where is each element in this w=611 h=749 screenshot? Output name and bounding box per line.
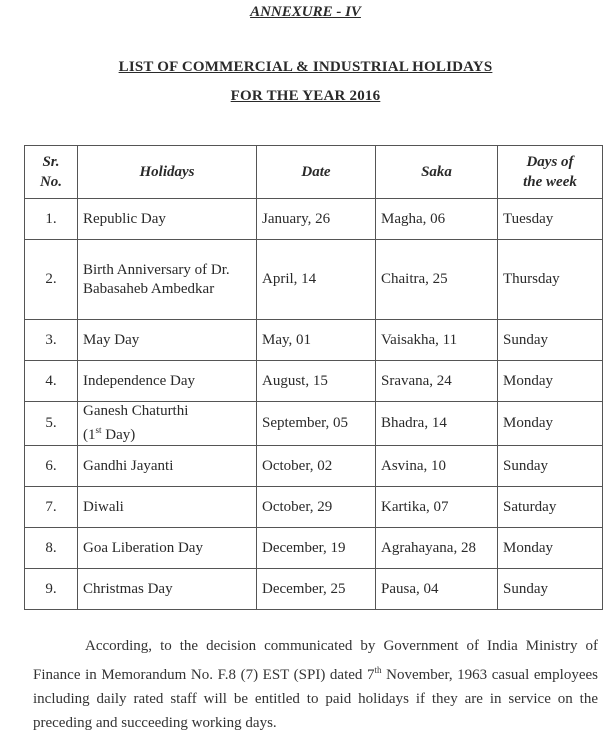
cell-holiday: Gandhi Jayanti — [78, 446, 257, 487]
col-header-holidays: Holidays — [78, 146, 257, 199]
cell-saka: Sravana, 24 — [376, 361, 498, 402]
cell-holiday: Christmas Day — [78, 569, 257, 610]
holidays-table — [24, 145, 603, 610]
cell-sr: 8. — [25, 528, 78, 569]
cell-saka: Chaitra, 25 — [376, 240, 498, 320]
cell-saka: Bhadra, 14 — [376, 402, 498, 446]
cell-sr: 9. — [25, 569, 78, 610]
cell-date: September, 05 — [257, 402, 376, 446]
table-row — [25, 240, 603, 320]
cell-day: Sunday — [498, 446, 603, 487]
cell-date: August, 15 — [257, 361, 376, 402]
table-row — [25, 361, 603, 402]
col-header-sr-line2: No. — [39, 174, 63, 190]
cell-saka: Pausa, 04 — [376, 569, 498, 610]
cell-holiday: May Day — [78, 320, 257, 361]
cell-day: Monday — [498, 402, 603, 446]
cell-day: Sunday — [498, 320, 603, 361]
note-part2: November, 1963 casual employees including daily rated staff will be entitled to paid holidays if they are in service on the preceding and succeeding working days. — [33, 667, 598, 731]
cell-date: December, 19 — [257, 528, 376, 569]
page-subtitle: FOR THE YEAR 2016 — [230, 88, 381, 104]
cell-holiday-sub-sup: st — [95, 425, 102, 435]
cell-day: Saturday — [498, 487, 603, 528]
cell-saka: Asvina, 10 — [376, 446, 498, 487]
cell-saka: Kartika, 07 — [376, 487, 498, 528]
col-header-date: Date — [257, 146, 376, 199]
cell-day: Monday — [498, 361, 603, 402]
cell-saka: Agrahayana, 28 — [376, 528, 498, 569]
table-header-row — [25, 146, 603, 199]
table-row — [25, 402, 603, 446]
cell-sr: 6. — [25, 446, 78, 487]
cell-holiday: Independence Day — [78, 361, 257, 402]
cell-holiday-sub-post: Day) — [101, 427, 136, 443]
table-row — [25, 528, 603, 569]
cell-date: May, 01 — [257, 320, 376, 361]
cell-sr: 2. — [25, 240, 78, 320]
note-paragraph — [33, 634, 598, 735]
col-header-sr-line1: Sr. — [42, 154, 60, 170]
cell-sr: 3. — [25, 320, 78, 361]
note-text — [33, 634, 598, 735]
col-header-days-line1: Days of — [526, 154, 574, 170]
cell-day: Sunday — [498, 569, 603, 610]
table-row — [25, 446, 603, 487]
cell-holiday: Diwali — [78, 487, 257, 528]
col-header-sr-no — [25, 146, 78, 199]
annexure-label: ANNEXURE - IV — [250, 4, 361, 20]
cell-sr: 1. — [25, 199, 78, 240]
cell-sr: 4. — [25, 361, 78, 402]
cell-date: October, 29 — [257, 487, 376, 528]
table-row — [25, 487, 603, 528]
cell-holiday-main: Ganesh Chaturthi — [83, 403, 189, 419]
table-row — [25, 569, 603, 610]
col-header-saka: Saka — [376, 146, 498, 199]
cell-date: December, 25 — [257, 569, 376, 610]
cell-date: January, 26 — [257, 199, 376, 240]
col-header-days-of-week — [498, 146, 603, 199]
cell-holiday-sub — [83, 421, 251, 445]
cell-holiday — [78, 402, 257, 446]
note-sup: th — [374, 665, 382, 675]
cell-saka: Magha, 06 — [376, 199, 498, 240]
cell-saka: Vaisakha, 11 — [376, 320, 498, 361]
cell-day: Thursday — [498, 240, 603, 320]
cell-holiday: Republic Day — [78, 199, 257, 240]
table-row — [25, 199, 603, 240]
page-title: LIST OF COMMERCIAL & INDUSTRIAL HOLIDAYS — [118, 59, 493, 75]
table-row — [25, 320, 603, 361]
cell-date: April, 14 — [257, 240, 376, 320]
cell-date: October, 02 — [257, 446, 376, 487]
cell-holiday: Birth Anniversary of Dr. Babasaheb Ambedkar — [78, 240, 257, 320]
col-header-days-line2: the week — [523, 174, 577, 190]
cell-sr: 7. — [25, 487, 78, 528]
cell-holiday-sub-pre: (1 — [83, 427, 96, 443]
cell-sr: 5. — [25, 402, 78, 446]
cell-day: Monday — [498, 528, 603, 569]
cell-holiday: Goa Liberation Day — [78, 528, 257, 569]
note-part1: According, to the decision communicated by Government of India Ministry of Finance in Memorandum No. F.8 (7) EST (SPI) dated 7 — [33, 638, 598, 683]
cell-day: Tuesday — [498, 199, 603, 240]
